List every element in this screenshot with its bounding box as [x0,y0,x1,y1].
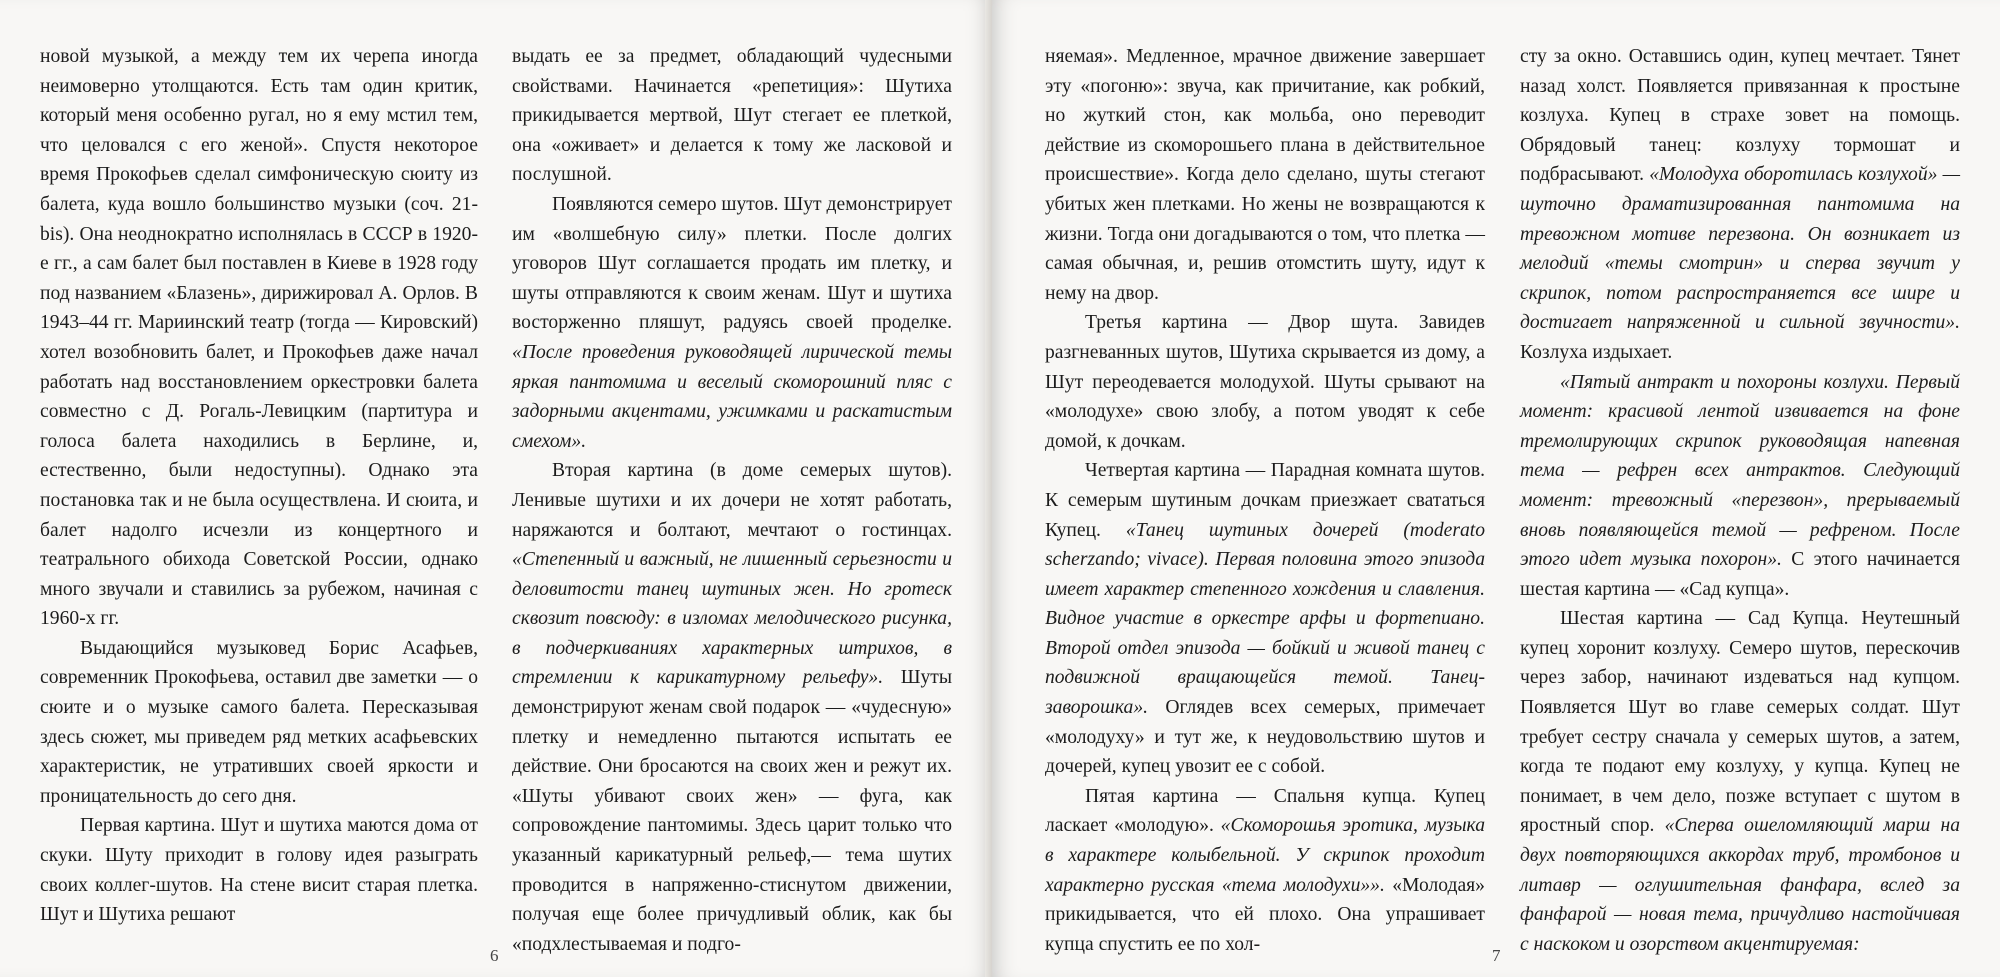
page-number: 7 [1492,946,1501,965]
text-run: Появляются семеро шутов. Шут демонстрирует им «волшебную силу» плетки. После долгих уговоров Шут соглашается продать им плетку, и шуты отправляются к своим женам. Шут и шутиха восторженно пляшут, радуясь своей проделке. [512,193,952,334]
paragraph [512,456,952,959]
quote: «Степенный и важный, не лишенный серьезности и деловитости танец шутиных жен. Но гротеск сквозит повсюду: в изломах мелодического рисунка, в подчеркиваниях характерных штрихов, в стремлении к карикатурному рельефу». [512,549,952,689]
paragraph: няемая». Медленное, мрачное движение завершает эту «погоню»: звуча, как причитание, как робкий, но жуткий стон, как мольба, оно переводит действие из скоморошьего плана в действительное происшествие». Когда дело сделано, шуты стегают убитых жен плетками. Но жены не возвращаются к жизни. Тогда они догадываются о том, что плетка — самая обычная, и, решив отомстить шуту, идут к нему на двор. [1045,46,1485,304]
left-page-column-2 [512,42,952,959]
quote: «Сперва ошеломляющий марш на двух повторяющихся аккордах труб, тромбонов и литавр — оглушительная фанфара, вслед за фанфарой — новая тема, причудливо настойчивая с наскоком и озорством акцентируемая: [1520,815,1961,955]
page-number: 6 [490,946,499,965]
paragraph: Третья картина — Двор шута. Завидев разгневанных шутов, Шутиха скрывается из дому, а Шут переодевается молодухой. Шуты срывают на «молодухе» свою злобу, а потом уводят к себе домой, к дочкам. [1045,312,1485,452]
quote: «Танец шутиных дочерей (moderato scherzando; vivace). Первая половина этого эпизода имеет характер степенного хождения и славления. Видное участие в оркестре арфы и фортепиано. Второй отдел эпизода — бойкий и живой танец с подвижной вращающейся темой. Танец-заворошка». [1045,519,1485,719]
paragraph [1520,368,1960,605]
text-run: Козлуха издыхает. [1520,341,1673,363]
paragraph: выдать ее за предмет, обладающий чудесными свойствами. Начинается «репетиция»: Шутиха прикидывается мертвой, Шут стегает ее плеткой, она «оживает» и делается к тому же ласковой и послушной. [512,46,952,186]
paragraph [1045,782,1485,960]
left-page [0,0,992,977]
quote: «После проведения руководящей лирической темы яркая пантомима и веселый скоморошний пляс с задорными акцентами, ужимками и раскатистым смехом». [512,341,952,452]
text-run: Четвертая картина — Парадная комната шутов. К семерым шутиным дочкам приезжает свататься Купец. [1045,460,1485,541]
text-run: Вторая картина (в доме семерых шутов). Ленивые шутихи и их дочери не хотят работать, наряжаются и болтают, мечтают о гостинцах. [512,460,952,541]
text-run: сту за окно. Оставшись один, купец мечтает. Тянет назад холст. Появляется привязанная к простыне козлуха. Купец в страхе зовет на помощь. Обрядовый танец: козлуху тормошат и подбрасывают. [1520,46,1960,186]
paragraph: Первая картина. Шут и шутиха маются дома от скуки. Шуту приходит в голову идея разыграть своих коллег-шутов. На стене висит старая плетка. Шут и Шутиха решают [40,815,478,926]
paragraph [1520,42,1960,368]
text-run: Оглядев всех семерых, примечает «молодуху» и тут же, к неудовольствию шутов и дочерей, купец увозит ее с собой. [1045,697,1485,778]
text-run: Шестая картина — Сад Купца. Неутешный купец хоронит козлуху. Семеро шутов, перескочив через забор, начинают издеваться над купцом. Появляется Шут во главе семерых солдат. Шут требует сестру сначала у семерых шутов, а затем, когда те подают ему козлуху, у купца. Купец не понимает, в чем дело, позже вступает с шутом в яростный спор. [1520,608,1960,837]
paragraph [512,190,952,456]
text-run: С этого начинается шестая картина — «Сад купца». [1520,549,1960,600]
right-page-column-2 [1520,42,1960,959]
text-run: Пятая картина — Спальня купца. Купец ласкает «молодую». [1045,785,1485,837]
quote: «Молодуха оборотилась козлухой» — шуточно драматизированная пантомима на тревожном мотиве перезвона. Он возникает из мелодий «темы смотрин» и сперва звучит у скрипок, потом распространяется все шире и достигает напряженной и сильной звучности». [1520,164,1960,334]
paragraph: Выдающийся музыковед Борис Асафьев, современник Прокофьева, оставил две заметки — о сюите и о музыке самого балета. Пересказывая здесь сюжет, мы приведем ряд метких асафьевских характеристик, не утративших своей яркости и проницательность до сего дня. [40,637,478,807]
text-run: Шуты демонстрируют женам свой подарок — «чудесную» плетку и немедленно пытаются испытать ее действие. Они бросаются на своих жен и режут их. «Шуты убивают своих жен» — фуга, как сопровождение пантомимы. Здесь царит только что указанный карикатурный рельеф,— тема шутих проводится в напряженно-стиснутом движении, получая еще более причудливый облик, как бы «подхлестываемая и подго- [512,667,953,955]
quote: «Скоморошья эротика, музыка в характере колыбельной. У скрипок проходит характерно русская «тема молодухи»». [1045,815,1485,896]
left-page-column-1 [40,42,478,930]
text-run: «Молодая» прикидывается, что ей плохо. Она упрашивает купца спустить ее по хол- [1045,874,1485,955]
paragraph [1045,456,1485,782]
paragraph [1520,604,1960,959]
right-page-column-1 [1045,42,1485,959]
paragraph: новой музыкой, а между тем их черепа иногда неимоверно утолщаются. Есть там один критик, который меня особенно ругал, но я ему мстил тем, что целовался с его женой». Спустя некоторое время Прокофьев сделал симфоническую сюиту из балета, куда вошло большинство музыки (соч. 21-bis). Она неоднократно исполнялась в СССР в 1920-е гг., а сам балет был поставлен в Киеве в 1928 году под названием «Блазень», дирижировал А. Орлов. В 1943–44 гг. Мариинский театр (тогда — Кировский) хотел возобновить балет, и Прокофьев даже начал работать над восстановлением оркестровки балета совместно с Д. Рогаль-Левицким (партитура и голоса балета находились в Берлине, и, естественно, были недоступны). Однако эта постановка так и не была осуществлена. И сюита, и балет надолго исчезли из концертного и театрального обихода Советской России, однако много звучали и ставились за рубежом, начиная с 1960-х гг. [40,46,478,630]
quote: «Пятый антракт и похороны козлухи. Первый момент: красивой лентой извивается на фоне тремолирующих скрипок руководящая напевная тема — рефрен всех антрактов. Следующий момент: тревожный «перезвон», прерываемый вновь появляющейся темой — рефреном. После этого идет музыка похорон». [1520,371,1960,571]
